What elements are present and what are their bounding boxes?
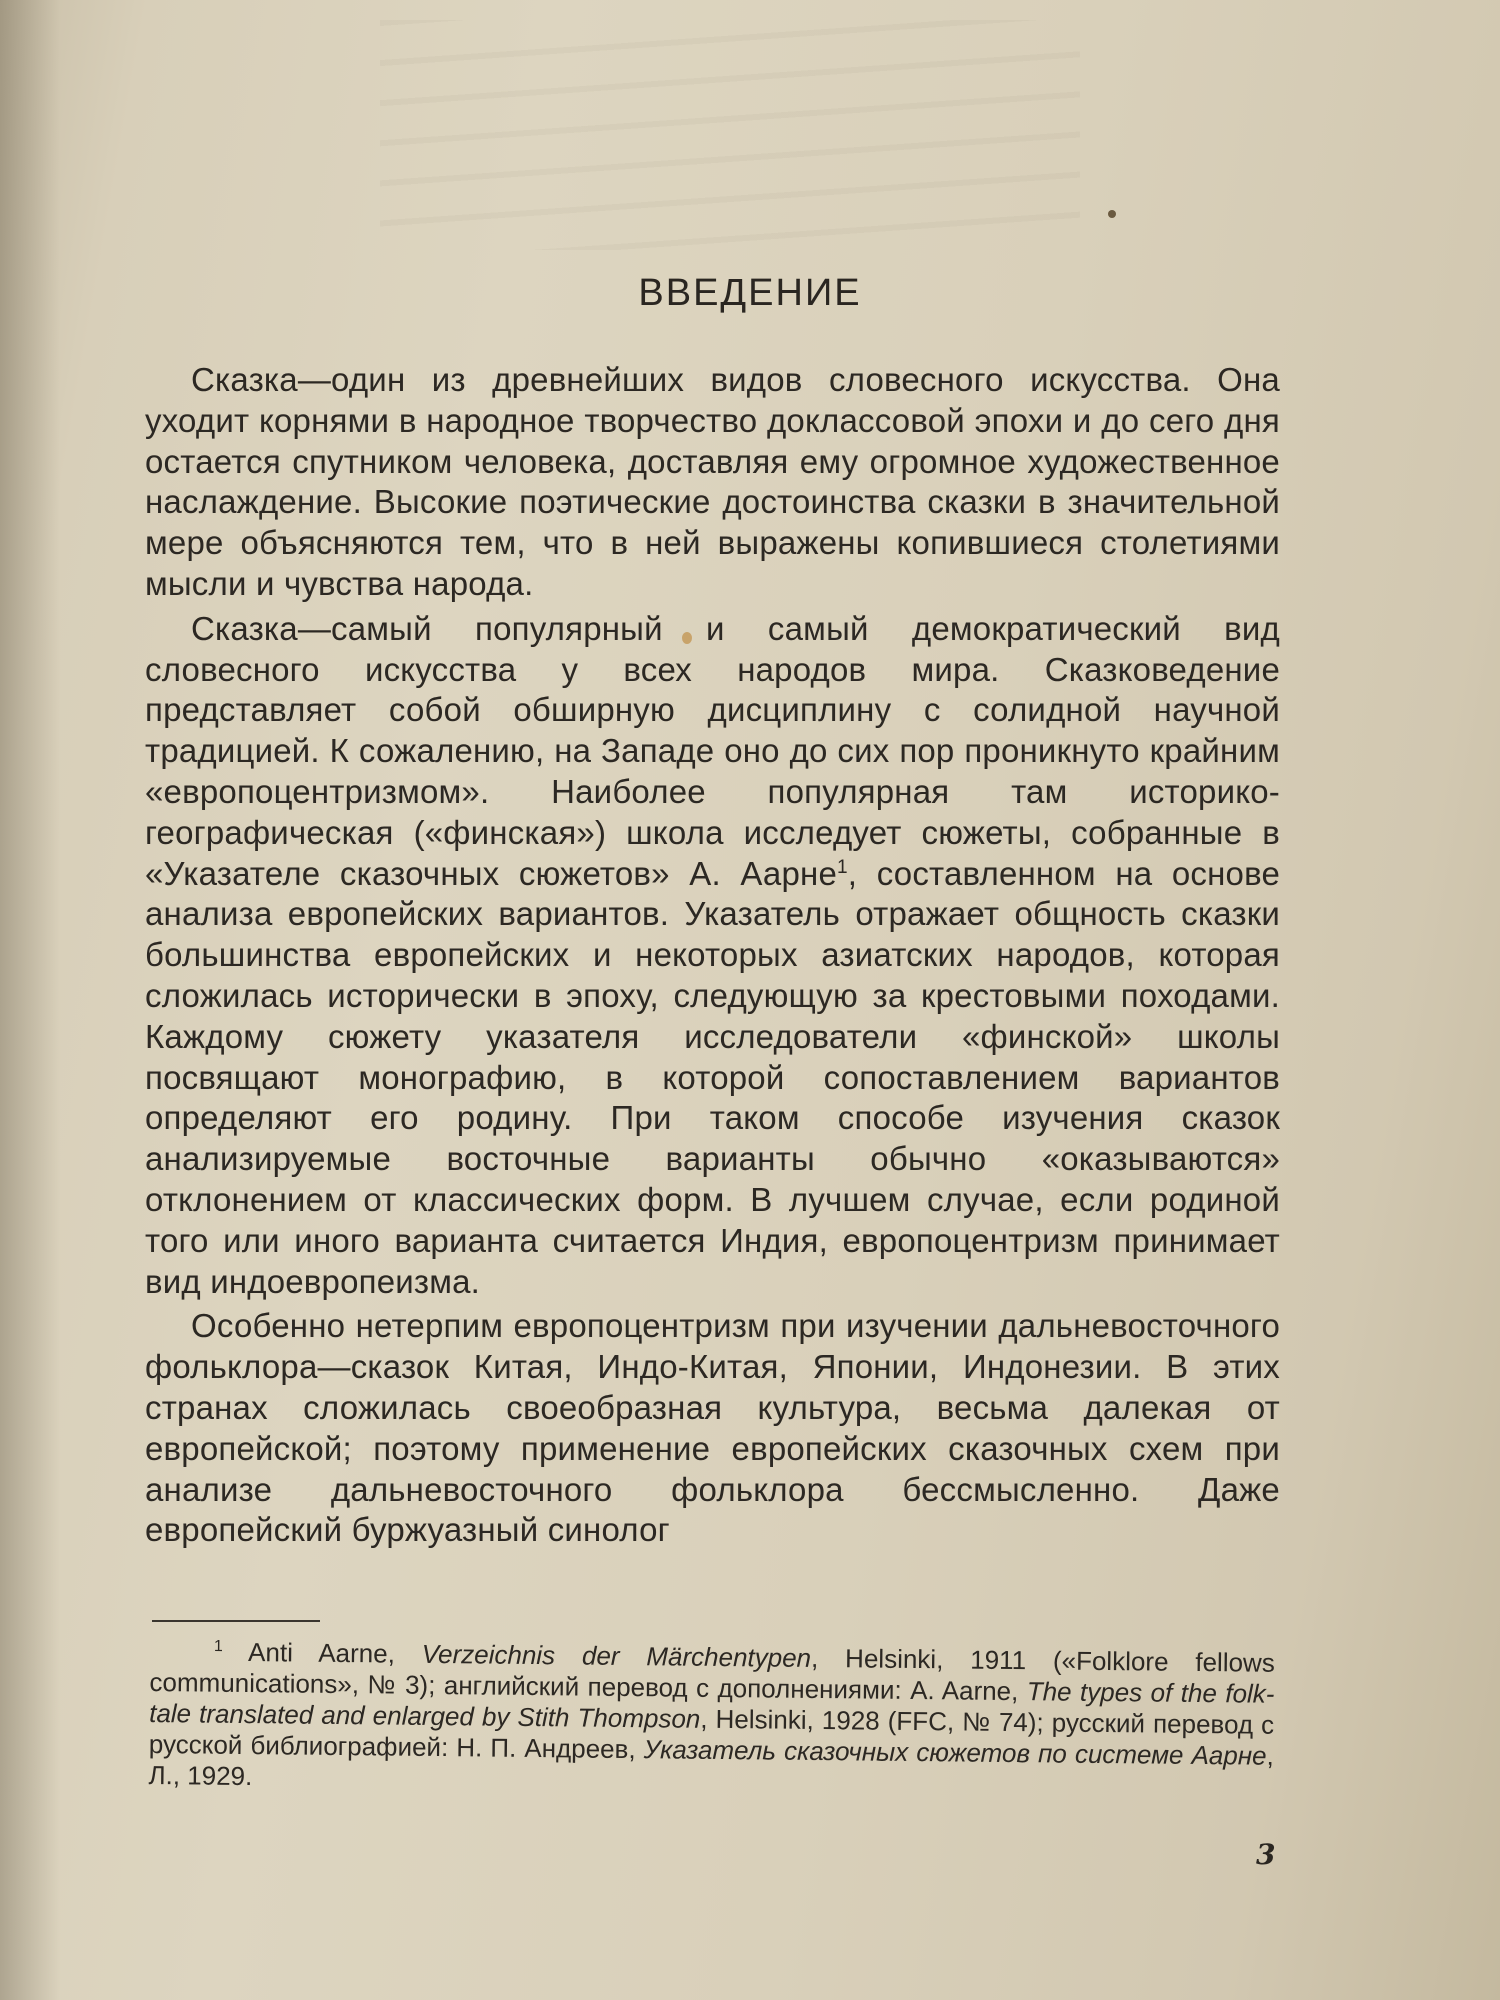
body-text (145, 360, 1280, 1555)
paragraph-3: Особенно нетерпим европоцентризм при изучении дальневосточного фольклора—сказок Китая, Индо-Китая, Японии, Индонезии. В этих странах сложилась своеобразная культура, весьма далекая от европейской; поэтому применение европейских сказочных схем при анализе дальневосточного фольклора бессмысленно. Даже европейский буржуазный синолог (145, 1307, 1280, 1549)
footnote-reference: 1 (837, 856, 848, 878)
footnote-text-4: , Л., 1929. (148, 1740, 1274, 1792)
footnote (148, 1636, 1275, 1803)
footnote-title-1: Verzeichnis der Märchentypen (421, 1638, 812, 1673)
paragraph-2-continuation: , составленном на основе анализа европейских вариантов. Указатель отражает общность сказки большинства европейских и некоторых азиатских народов, которая сложилась исторически в эпоху, следующую за крестовыми походами. Каждому сюжету указателя исследователи «финской» школы посвящают монографию, в которой сопоставлением вариантов определяют его родину. При таком способе изучения сказок анализируемые восточные варианты обычно «оказываются» отклонением от классических форм. В лучшем случае, если родиной того или иного варианта считается Индия, европоцентризм принимает вид индоевропеизма. (145, 854, 1280, 1300)
paper-spot (1108, 210, 1116, 218)
footnote-text-3: , Helsinki, 1928 (FFC, № 74); русский перевод с русской библиографией: Н. П. Андреев, (148, 1703, 1275, 1765)
footnote-title-3: Указатель сказочных сюжетов по системе Аарне (643, 1734, 1267, 1771)
page-number: 3 (1256, 1838, 1276, 1871)
footnote-title-2: The types of the folk-tale translated and enlarged by Stith Thompson (149, 1676, 1275, 1734)
paragraph-2-text: Сказка—самый популярный и самый демократический вид словесного искусства у всех народов мира. Сказковедение представляет собой обширную дисциплину с солидной научной традицией. К сожалению, на Западе оно до сих пор проникнуто крайним «европоцентризмом». Наиболее популярная там историко-географическая («финская») школа исследует сюжеты, собранные в «Указателе сказочных сюжетов» А. Аарне (145, 609, 1280, 892)
paragraph-2 (145, 609, 1280, 1303)
footnote-divider (152, 1620, 320, 1622)
page-gutter-shadow (0, 0, 60, 2000)
footnote-text-1: Anti Aarne, (247, 1637, 422, 1669)
paragraph-1: Сказка—один из древнейших видов словесного искусства. Она уходит корнями в народное творчество доклассовой эпохи и до сего дня остается спутником человека, доставляя ему огромное художественное наслаждение. Высокие поэтические достоинства сказки в значительной мере объясняются тем, что в ней выражены копившиеся столетиями мысли и чувства народа. (145, 361, 1280, 602)
footnote-mark: 1 (213, 1638, 223, 1656)
chapter-heading: ВВЕДЕНИЕ (638, 272, 862, 314)
footnote-text-2: , Helsinki, 1911 («Folklore fellows communications», № 3); английский перевод с дополнениями: A. Aarne, (149, 1642, 1275, 1707)
show-through-texture (380, 20, 1080, 250)
